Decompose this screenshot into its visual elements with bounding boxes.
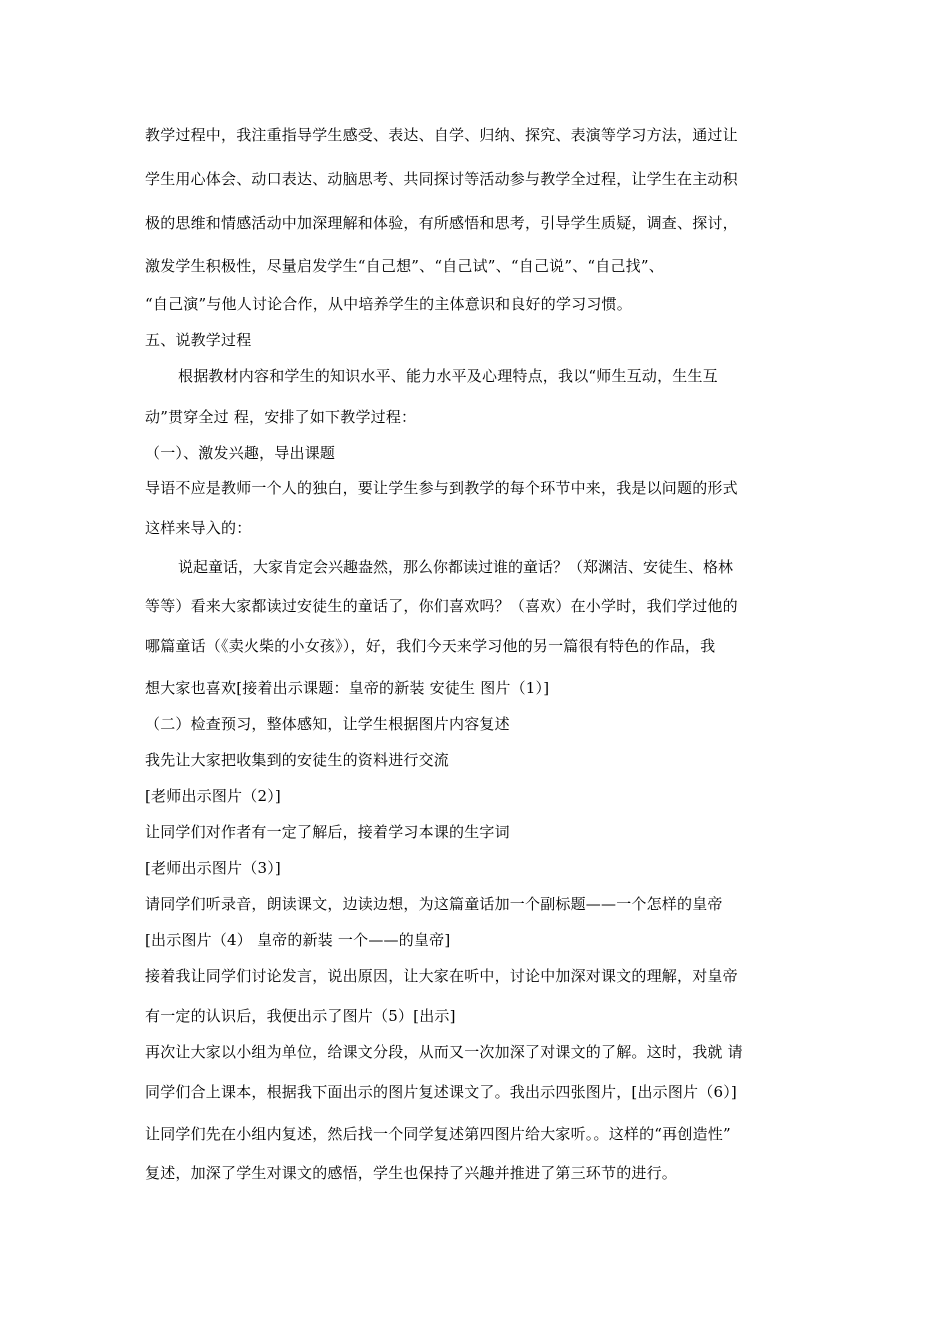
text-line: 动”贯穿全过 程，安排了如下教学过程： (145, 408, 417, 426)
text-line: 再次让大家以小组为单位，给课文分段，从而又一次加深了对课文的了解。这时，我就 请 (145, 1043, 743, 1061)
text-line: 复述，加深了学生对课文的感悟，学生也保持了兴趣并推进了第三环节的进行。 (145, 1164, 678, 1182)
text-line: [老师出示图片（3）] (145, 859, 281, 877)
text-line: 极的思维和情感活动中加深理解和体验，有所感悟和思考，引导学生质疑，调查、探讨， (145, 214, 738, 232)
text-line: 这样来导入的： (145, 519, 252, 537)
subsection-heading: （二）检查预习，整体感知，让学生根据图片内容复述 (145, 715, 510, 733)
subsection-heading: （一）、激发兴趣，导出课题 (145, 444, 336, 462)
text-line: 想大家也喜欢[接着出示课题：皇帝的新装 安徒生 图片（1）] (145, 679, 550, 697)
text-line: 请同学们听录音，朗读课文，边读边想，为这篇童话加一个副标题——一个怎样的皇帝 (145, 895, 723, 913)
text-line: 等等）看来大家都读过安徒生的童话了，你们喜欢吗？（喜欢）在小学时，我们学过他的 (145, 597, 738, 615)
text-line: 让同学们对作者有一定了解后，接着学习本课的生字词 (145, 823, 510, 841)
text-line: 让同学们先在小组内复述，然后找一个同学复述第四图片给大家听。。这样的“再创造性” (145, 1125, 731, 1143)
text-line: [老师出示图片（2）] (145, 787, 281, 805)
text-line: 哪篇童话（《卖火柴的小女孩》），好，我们今天来学习他的另一篇很有特色的作品，我 (145, 637, 716, 655)
text-line: 激发学生积极性，尽量启发学生“自己想”、“自己试”、“自己说”、“自己找”、 (145, 257, 664, 275)
text-line: 教学过程中，我注重指导学生感受、表达、自学、归纳、探究、表演等学习方法，通过让 (145, 126, 738, 144)
text-line: 接着我让同学们讨论发言，说出原因，让大家在听中，讨论中加深对课文的理解，对皇帝 (145, 967, 738, 985)
text-line: “自己演”与他人讨论合作，从中培养学生的主体意识和良好的学习习惯。 (145, 295, 632, 313)
text-line: 我先让大家把收集到的安徒生的资料进行交流 (145, 751, 450, 769)
text-line: 导语不应是教师一个人的独白，要让学生参与到教学的每个环节中来，我是以问题的形式 (145, 479, 738, 497)
section-heading: 五、说教学过程 (145, 331, 252, 349)
text-line: [出示图片（4） 皇帝的新装 一个——的皇帝] (145, 931, 451, 949)
text-line: 学生用心体会、动口表达、动脑思考、共同探讨等活动参与教学全过程，让学生在主动积 (145, 170, 738, 188)
text-line: 同学们合上课本，根据我下面出示的图片复述课文了。我出示四张图片，[出示图片（6）] (145, 1083, 737, 1101)
text-line: 根据教材内容和学生的知识水平、能力水平及心理特点，我以“师生互动，生生互 (178, 367, 718, 385)
text-line: 说起童话，大家肯定会兴趣盎然，那么你都读过谁的童话？（郑渊洁、安徒生、格林 (178, 558, 734, 576)
text-line: 有一定的认识后，我便出示了图片（5）[出示] (145, 1007, 456, 1025)
